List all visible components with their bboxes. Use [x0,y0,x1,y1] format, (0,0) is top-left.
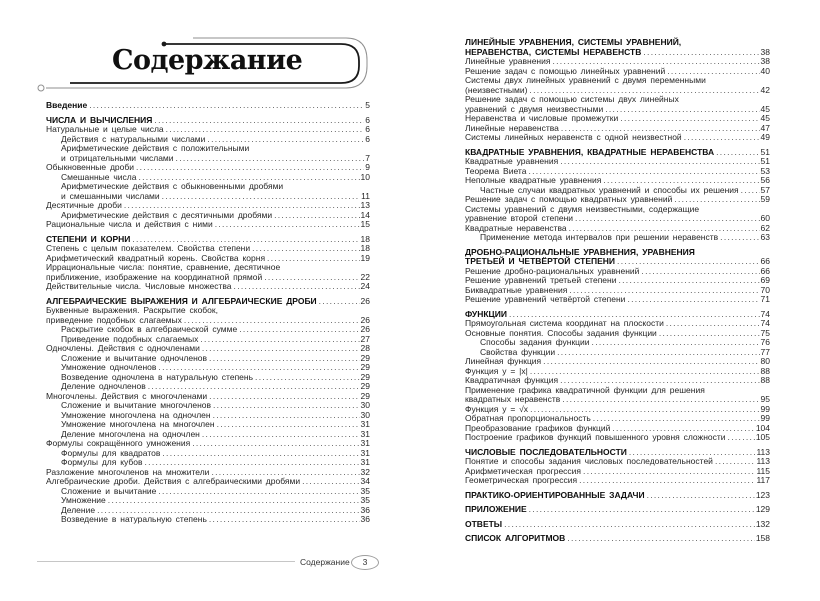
page-number: 31 [360,428,370,439]
dot-leader [666,319,760,329]
footer-page-badge: 3 [351,555,379,570]
dot-leader [618,276,759,286]
page-number: 63 [760,232,770,242]
page-number: 80 [760,356,770,366]
dot-leader [543,357,759,367]
toc-line [465,476,770,486]
toc-text: Прямоугольная система координат на плоскости [465,318,664,328]
toc-text: Решение задач с помощью системы двух линейных [465,94,679,104]
page-number: 15 [360,219,370,229]
page-number: 10 [360,171,370,182]
dot-leader [239,325,359,335]
dot-leader [659,329,760,339]
page-number: 158 [755,533,770,543]
page-number: 6 [365,133,370,144]
page-number: 88 [760,375,770,385]
page-number: 6 [365,114,370,125]
dot-leader [108,496,360,506]
page-number: 35 [360,495,370,505]
dot-leader [89,101,364,111]
toc-text: уравнений с двумя неизвестными [465,103,604,114]
dot-leader [530,367,760,377]
page-number: 29 [360,381,370,391]
toc-line [465,491,770,501]
toc-text: КВАДРАТНЫЕ УРАВНЕНИЯ, КВАДРАТНЫЕ НЕРАВЕНСТВА [465,146,715,157]
page-number: 31 [360,447,370,458]
page-number: 70 [760,284,770,295]
toc-text: Свойства функции [480,346,556,357]
toc-text: Арифметические действия с десятичными дробями [61,209,273,220]
toc-text: Линейные уравнения [465,56,551,66]
toc-entry [46,220,370,230]
dot-leader [684,133,760,143]
page-number: 9 [365,162,370,172]
toc-entry [46,515,370,525]
page-number: 59 [760,194,770,204]
dot-leader [215,220,360,230]
toc-text: Умножение [61,495,106,505]
dot-leader [715,457,756,467]
page-number: 29 [360,390,370,401]
dot-leader [213,411,360,421]
toc-text: ФУНКЦИИ [465,308,507,319]
toc-text: Деление многочлена на одночлен [61,428,200,439]
toc-text: Функция y = |x| [465,365,528,376]
dot-leader [267,254,359,264]
toc-text: ПРАКТИКО-ОРИЕНТИРОВАННЫЕ ЗАДАЧИ [465,489,645,500]
toc-entry [465,491,770,501]
page-number: 117 [756,475,770,485]
page-number: 35 [360,485,370,496]
dot-leader [605,105,759,115]
toc-entry [465,133,770,143]
page-number: 69 [760,275,770,285]
toc-entry [46,144,370,163]
toc-column-right [465,38,770,544]
page-number: 74 [760,308,770,319]
toc-entry [465,386,770,405]
toc-text: Линейные неравенства [465,122,559,133]
toc-text: Деление одночленов [61,381,146,391]
toc-text: Геометрическая прогрессия [465,475,578,485]
dot-leader [504,520,755,530]
page-number: 18 [360,233,370,244]
toc-line [46,282,370,292]
dot-leader [593,414,760,424]
toc-text: Возведение одночлена в натуральную степень [61,371,254,382]
toc-text: Формулы для квадратов [61,447,161,458]
page-number: 19 [360,252,370,263]
dot-leader [319,297,360,307]
page-number: 26 [360,314,370,325]
toc-text: Деление [61,504,96,515]
ornament-end-circle [38,85,44,91]
toc-entry [465,534,770,544]
page-number: 38 [760,46,770,57]
toc-text: Биквадратные уравнения [465,284,568,295]
dot-leader [158,487,359,497]
page-number: 123 [755,489,770,500]
toc-entry [465,433,770,443]
toc-text: Умножение одночленов [61,362,157,372]
toc-text: Частные случаи квадратных уравнений и способы их решения [480,184,739,195]
page-number: 14 [360,209,370,220]
dot-leader [302,477,359,487]
toc-text: Квадратные неравенства [465,222,567,233]
toc-text: Построение графиков функций повышенного уровня сложности [465,432,726,442]
toc-text: Сложение и вычитание [61,485,157,496]
toc-line [465,520,770,530]
dot-leader [562,395,759,405]
toc-text: Иррациональные числа: понятие, сравнение, десятичное [46,262,281,272]
dot-leader [579,476,755,486]
dot-leader [162,192,361,202]
toc-line [465,133,770,143]
toc-line [46,101,370,111]
page-number: 6 [365,124,370,134]
page-number: 30 [360,409,370,420]
dot-leader [741,186,760,196]
page-number: 76 [760,337,770,347]
page-number: 42 [760,84,770,95]
toc-text: Неполные квадратные уравнения [465,175,602,185]
page-title: Содержание [112,45,303,76]
toc-text: ЧИСЛОВЫЕ ПОСЛЕДОВАТЕЛЬНОСТИ [465,446,627,457]
page-number: 32 [360,466,370,477]
toc-entry [46,182,370,201]
toc-text: Смешанные числа [61,171,137,182]
toc-text: Разложение многочленов на множители [46,466,210,477]
dot-leader [209,515,360,525]
toc-text: Возведение в натуральную степень [61,514,207,524]
dot-leader [202,430,360,440]
dot-leader [274,211,359,221]
dot-leader [641,267,759,277]
page-number: 27 [360,333,370,344]
toc-text: Арифметические действия с обыкновенными дробями [61,181,284,191]
toc-text: Преобразование графиков функций [465,422,611,433]
page-number: 115 [756,465,770,476]
page-number: 66 [760,265,770,276]
page-number: 26 [360,324,370,334]
page-number: 99 [760,413,770,423]
toc-text: Системы линейных неравенств с одной неизвестной [465,132,682,142]
toc-text: приведение подобных слагаемых [46,314,182,325]
toc-column-left [46,101,370,525]
toc-text: Сложение и вычитание одночленов [61,352,208,363]
toc-entry [46,282,370,292]
toc-text: Приведение подобных слагаемых [61,333,199,344]
page-number: 24 [360,281,370,291]
toc-entry [46,101,370,111]
toc-text: НЕРАВЕНСТВА, СИСТЕМЫ НЕРАВЕНСТВ [465,46,642,57]
toc-text: Теорема Виета [465,165,527,176]
toc-text: Системы двух линейных уравнений с двумя переменными [465,75,706,85]
dot-leader [529,505,755,515]
toc-text: Формулы сокращённого умножения [46,438,191,448]
dot-leader [176,154,365,164]
toc-text: квадратных неравенств [465,394,561,404]
toc-text: Системы уравнений с двумя неизвестными, содержащие [465,203,700,214]
toc-text: Способы задания функции [480,337,590,347]
page-number: 129 [755,504,770,514]
toc-text: Действия с натуральными числами [61,133,206,144]
dot-leader [643,48,759,58]
toc-text: Арифметический квадратный корень. Свойства корня [46,252,266,263]
toc-text: Степень с целым показателем. Свойства степени [46,243,251,253]
toc-text: Буквенные выражения. Раскрытие скобок, [46,305,218,315]
page-number: 132 [755,518,770,529]
toc-entry [465,476,770,486]
page-number: 13 [360,200,370,210]
toc-text: Рациональные числа и действия с ними [46,219,213,229]
toc-text: Решение уравнений третьей степени [465,275,617,285]
page-number: 51 [760,146,770,157]
page-number: 74 [760,318,770,328]
toc-line [465,505,770,515]
toc-text: приближение, изображение на координатной прямой [46,271,263,282]
page-number: 29 [360,352,370,363]
page-number: 51 [760,156,770,166]
toc-entry [465,76,770,95]
page-number: 31 [360,438,370,448]
page-number: 30 [360,400,370,410]
dot-leader [627,295,759,305]
dot-leader [255,373,360,383]
toc-text: Многочлены. Действия с многочленами [46,390,208,401]
page-number: 95 [760,394,770,404]
toc-text: ЛИНЕЙНЫЕ УРАВНЕНИЯ, СИСТЕМЫ УРАВНЕНИЙ, [465,37,682,47]
toc-text: Основные понятия. Способы задания функции [465,327,657,338]
toc-text: (неизвестными) [465,84,528,95]
page-number: 56 [760,175,770,185]
page-number: 75 [760,327,770,338]
toc-entry [465,205,770,224]
dot-leader [213,401,360,411]
page-number: 99 [760,403,770,414]
toc-entry [465,505,770,515]
toc-text: уравнение второй степени [465,213,574,223]
toc-text: АЛГЕБРАИЧЕСКИЕ ВЫРАЖЕНИЯ И АЛГЕБРАИЧЕСКИЕ ДРОБИ [46,295,317,306]
dot-leader [252,244,359,254]
page-number: 60 [760,213,770,223]
page-number: 5 [365,100,370,110]
dot-leader [716,148,759,158]
page-number: 104 [755,422,770,433]
page-number: 28 [360,343,370,353]
toc-text: ТРЕТЬЕЙ И ЧЕТВЁРТОЙ СТЕПЕНИ [465,256,616,266]
toc-entry [465,248,770,267]
dot-leader [557,348,759,358]
toc-text: Умножение многочлена на многочлен [61,419,215,429]
toc-text: СПИСОК АЛГОРИТМОВ [465,533,566,543]
toc-entry [46,306,370,325]
toc-text: ПРИЛОЖЕНИЕ [465,504,527,514]
page-number: 45 [760,113,770,123]
page-number: 49 [760,132,770,142]
dot-leader [136,163,364,173]
toc-text: и смешанными числами [61,190,160,201]
toc-line [465,295,770,305]
dot-leader [209,354,360,364]
toc-text: ДРОБНО-РАЦИОНАЛЬНЫЕ УРАВНЕНИЯ, УРАВНЕНИЯ [465,246,695,257]
toc-entry [465,233,770,243]
toc-text: ЧИСЛА И ВЫЧИСЛЕНИЯ [46,114,153,125]
page-number: 113 [756,446,770,457]
dot-leader [620,114,759,124]
page-number: 40 [760,65,770,76]
toc-entry [465,38,770,57]
dot-leader [592,338,760,348]
toc-text: Решение задач с помощью квадратных уравнений [465,194,673,204]
page-number: 29 [360,362,370,372]
dot-leader [202,344,360,354]
dot-leader [583,467,755,477]
toc-text: Формулы для кубов [61,457,143,467]
toc-text: Арифметическая прогрессия [465,465,582,476]
toc-text: Обыкновенные дроби [46,162,134,172]
page-number: 26 [360,295,370,306]
page-number: 29 [360,371,370,382]
toc-text: Решение уравнений четвёртой степени [465,294,626,304]
page-number: 88 [760,365,770,376]
dot-leader [200,335,359,345]
page-number: 47 [760,122,770,133]
toc-text: Линейная функция [465,356,542,366]
toc-entry [465,520,770,530]
page-number: 71 [760,294,770,304]
toc-text: Арифметические действия с положительными [61,143,250,153]
toc-text: Алгебраические дроби. Действия с алгебраическими дробями [46,476,301,486]
toc-text: Функция y = √x [465,403,529,414]
page-number: 7 [365,152,370,163]
dot-leader [209,392,359,402]
page-number: 53 [760,165,770,176]
toc-entry [465,95,770,114]
page-number: 11 [361,190,370,201]
footer-section-label: Содержание [300,557,350,567]
toc-text: Квадратичная функция [465,375,559,385]
toc-text: Действительные числа. Числовые множества [46,281,232,291]
toc-line [465,433,770,443]
dot-leader [154,116,364,126]
page-number: 77 [760,346,770,357]
page-number: 36 [360,514,370,524]
toc-text: Раскрытие скобок в алгебраической сумме [61,324,238,334]
dot-leader [560,157,759,167]
toc-text: Применение графика квадратичной функции для решения [465,384,705,395]
toc-text: Сложение и вычитание многочленов [61,400,212,410]
toc-line [465,233,770,243]
page-number: 57 [760,184,770,195]
dot-leader [647,491,755,501]
toc-line [46,515,370,525]
page-number: 62 [760,222,770,233]
page-number: 36 [360,504,370,515]
footer-divider [37,561,295,562]
toc-text: ОТВЕТЫ [465,518,503,529]
toc-text: и отрицательными числами [61,152,174,163]
toc-entry [46,263,370,282]
toc-text: Решение задач с помощью линейных уравнений [465,65,666,76]
dot-leader [162,449,359,459]
dot-leader [728,433,755,443]
page-number: 34 [360,476,370,486]
toc-text: Умножение многочлена на одночлен [61,409,211,420]
page-number: 45 [760,103,770,114]
page-number: 113 [756,456,770,466]
dot-leader [264,273,359,283]
toc-text: Неравенства и числовые промежутки [465,113,619,123]
page-number: 66 [760,256,770,266]
page-number: 22 [360,271,370,282]
toc-text: Обратная пропорциональность [465,413,591,423]
dot-leader [720,233,759,243]
dot-leader [192,439,359,449]
page-number: 31 [360,457,370,467]
dot-leader [217,420,360,430]
page-number: 105 [755,432,770,442]
toc-text: Понятие и способы задания числовых последовательностей [465,456,713,466]
toc-text: Квадратные уравнения [465,156,559,166]
toc-text: Десятичные дроби [46,200,122,210]
toc-text: Решение дробно-рациональных уравнений [465,265,640,276]
page-number: 18 [360,243,370,253]
toc-text: Применение метода интервалов при решении неравенств [480,232,719,242]
toc-entry [465,295,770,305]
dot-leader [234,282,360,292]
page-number: 31 [360,419,370,429]
toc-text: Натуральные и целые числа [46,124,164,134]
toc-text: Введение [46,100,88,110]
toc-line [465,534,770,544]
toc-line [46,220,370,230]
toc-text: Одночлены. Действия с одночленами [46,343,200,353]
dot-leader [567,534,755,544]
toc-text: СТЕПЕНИ И КОРНИ [46,233,131,244]
dot-leader [575,214,759,224]
page-number: 38 [760,56,770,66]
